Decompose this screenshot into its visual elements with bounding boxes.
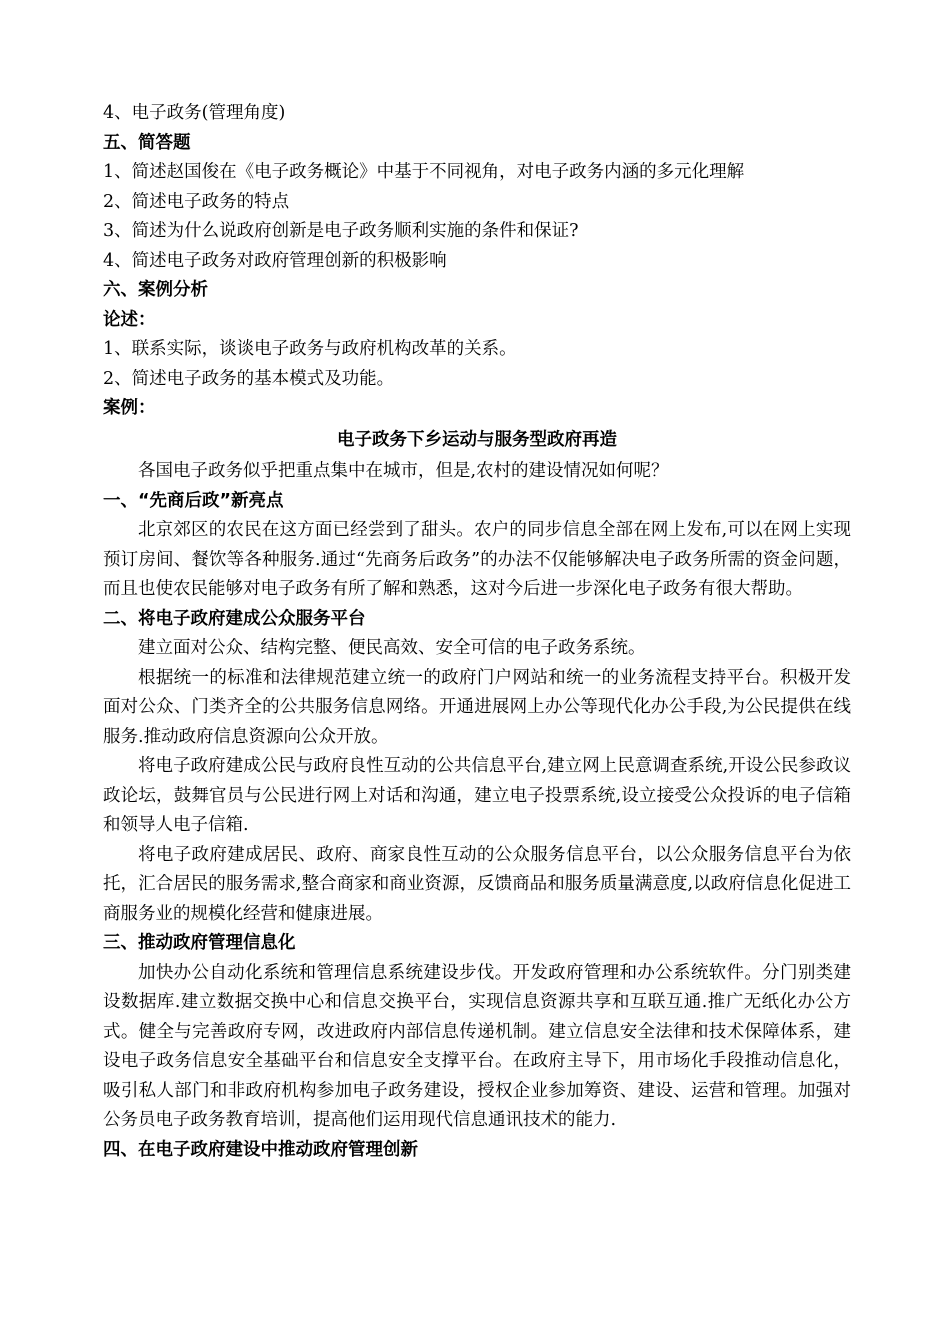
article-paragraph: 北京郊区的农民在这方面已经尝到了甜头。农户的同步信息全部在网上发布,可以在网上实现预订房间、餐饮等各种服务.通过“先商务后政务”的办法不仅能够解决电子政务所需的资金问题，而且也使农民能够对电子政务有所了解和熟悉，这对今后进一步深化电子政务有很大帮助。 [103, 520, 851, 599]
question-item: 4、电子政务(管理角度) [103, 103, 286, 123]
question-item: 1、简述赵国俊在《电子政务概论》中基于不同视角，对电子政务内涵的多元化理解 [103, 162, 745, 182]
article-paragraph: 根据统一的标准和法律规范建立统一的政府门户网站和统一的业务流程支持平台。积极开发面对公众、门类齐全的公共服务信息网络。开通进展网上办公等现代化办公手段,为公民提供在线服务.推动政府信息资源向公众开放。 [103, 667, 851, 747]
article-part-heading: 三、推动政府管理信息化 [103, 933, 296, 953]
article-part-heading: 二、将电子政府建成公众服务平台 [103, 608, 366, 629]
article-paragraph: 加快办公自动化系统和管理信息系统建设步伐。开发政府管理和办公系统软件。分门别类建设数据库.建立数据交换中心和信息交换平台，实现信息资源共享和互联互通.推广无纸化办公方式。健全与完善政府专网，改进政府内部信息传递机制。建立信息安全法律和技术保障体系，建设电子政务信息安全基础平台和信息安全支撑平台。在政府主导下，用市场化手段推动信息化，吸引私人部门和非政府机构参加电子政务建设，授权企业参加筹资、建设、运营和管理。加强对公务员电子政务教育培训，提高他们运用现代信息通讯技术的能力. [103, 962, 851, 1130]
question-item: 3、简述为什么说政府创新是电子政务顺利实施的条件和保证? [103, 221, 579, 241]
article-part-heading: 四、在电子政府建设中推动政府管理创新 [103, 1139, 418, 1160]
article-paragraph: 将电子政府建成居民、政府、商家良性互动的公众服务信息平台，以公众服务信息平台为依托，汇合居民的服务需求,整合商家和商业资源，反馈商品和服务质量满意度,以政府信息化促进工商服务业的规模化经营和健康进展。 [103, 844, 851, 924]
case-label: 案例： [103, 398, 156, 418]
essay-label: 论述： [103, 309, 156, 330]
section-heading-short-answer: 五、简答题 [103, 132, 191, 153]
section-heading-case-analysis: 六、案例分析 [103, 280, 208, 300]
article-paragraph: 将电子政府建成公民与政府良性互动的公共信息平台,建立网上民意调查系统,开设公民参政议政论坛，鼓舞官员与公民进行网上对话和沟通，建立电子投票系统,设立接受公众投诉的电子信箱和领导人电子信箱. [103, 756, 851, 835]
article-part-heading: 一、“先商后政”新亮点 [103, 490, 284, 511]
document-body [103, 99, 851, 1165]
question-item: 2、简述电子政务的特点 [103, 191, 290, 212]
essay-item: 2、简述电子政务的基本模式及功能。 [103, 368, 395, 389]
article-intro: 各国电子政务似乎把重点集中在城市，但是,农村的建设情况如何呢？ [138, 461, 669, 481]
article-title: 电子政务下乡运动与服务型政府再造 [337, 429, 617, 450]
article-paragraph: 建立面对公众、结构完整、便民高效、安全可信的电子政务系统。 [138, 638, 646, 658]
question-item: 4、简述电子政务对政府管理创新的积极影响 [103, 250, 447, 271]
essay-item: 1、联系实际，谈谈电子政务与政府机构改革的关系。 [103, 339, 517, 359]
